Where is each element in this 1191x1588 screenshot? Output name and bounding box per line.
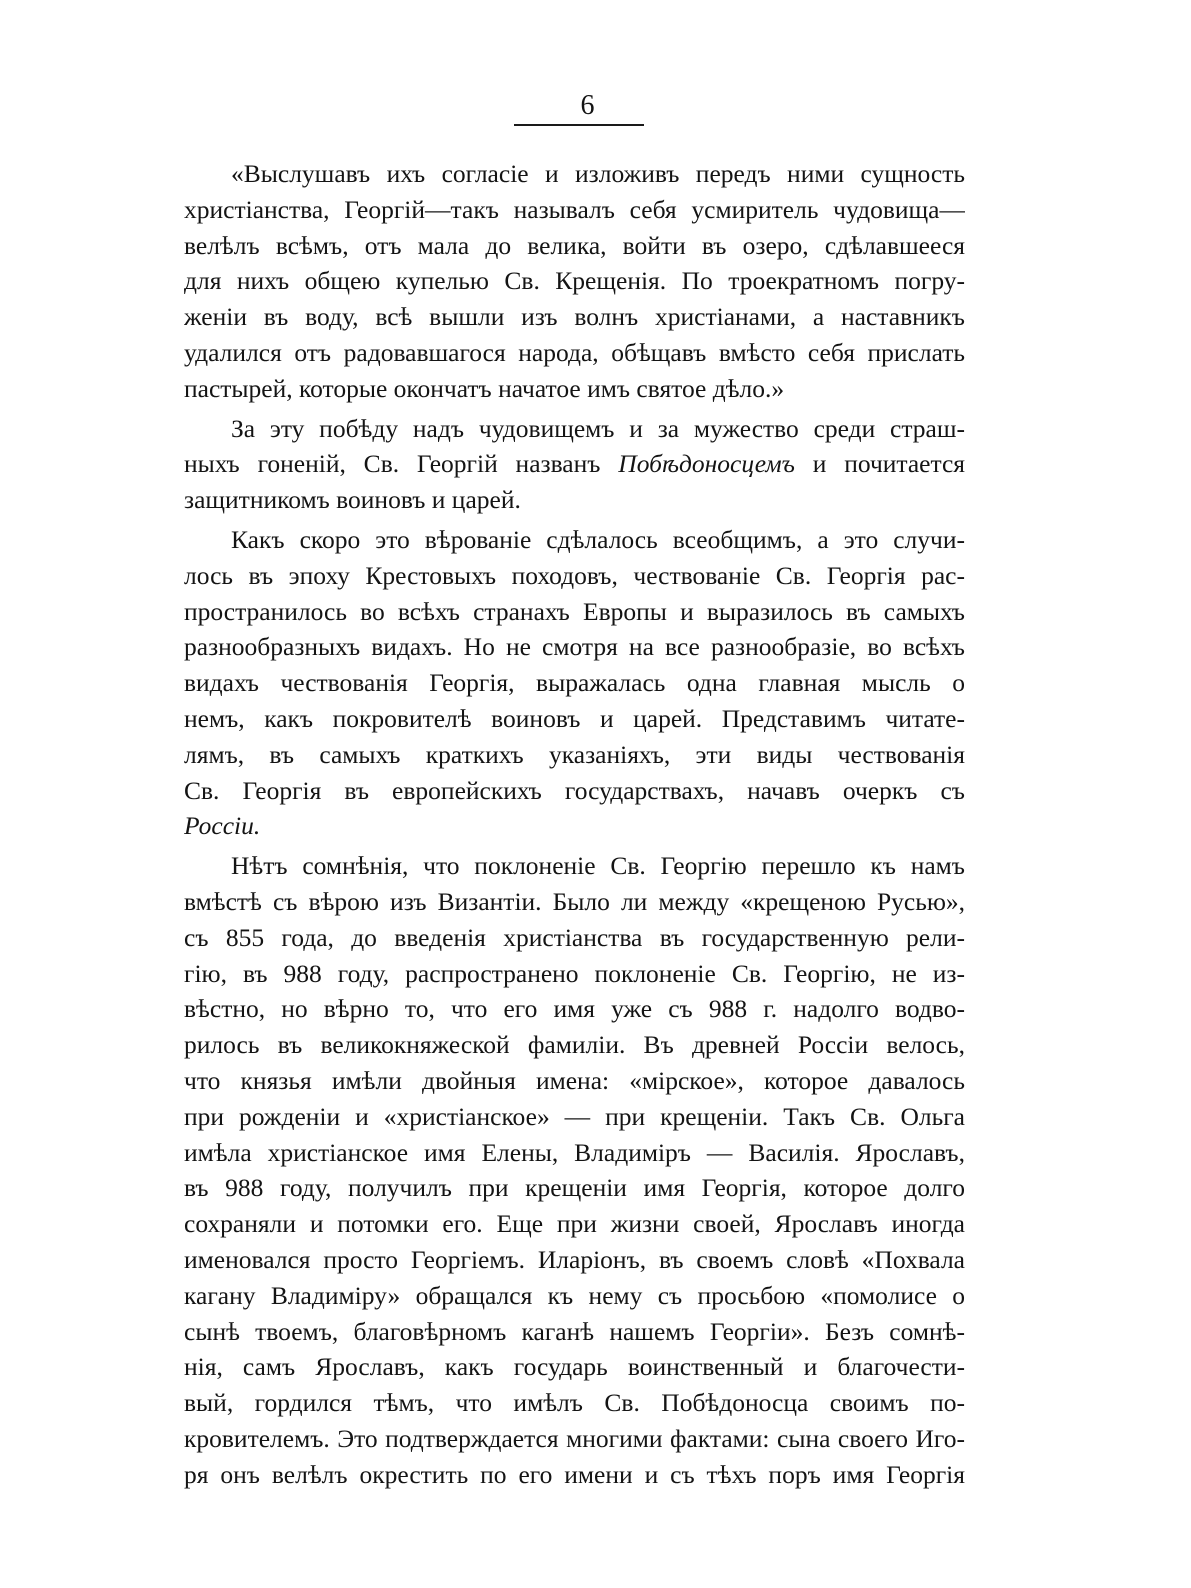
body-text xyxy=(184,156,965,1496)
text-line: сохраняли и потомки его. Еще при жизни своей, Ярославъ иногда xyxy=(184,1209,965,1239)
text-line: пространилось во всѣхъ странахъ Европы и выразилось въ самыхъ xyxy=(184,596,965,626)
text-line: кагану Владиміру» обращался къ нему съ просьбою «помолисе о xyxy=(184,1280,965,1310)
text-line: лямъ, въ самыхъ краткихъ указаніяхъ, эти виды чествованія xyxy=(184,739,965,769)
paragraph-3 xyxy=(184,522,965,844)
text-line: Нѣтъ сомнѣнія, что поклоненіе Св. Георгію перешло къ намъ xyxy=(231,851,965,881)
text-line: женіи въ воду, всѣ вышли изъ волнъ христіанами, а наставникъ xyxy=(184,302,965,332)
text-line: нія, самъ Ярославъ, какъ государь воинственный и благочести- xyxy=(184,1352,965,1382)
text-line: «Выслушавъ ихъ согласіе и изложивъ передъ ними сущность xyxy=(231,159,965,188)
text-line: За эту побѣду надъ чудовищемъ и за мужество среди страш- xyxy=(231,413,965,443)
paragraph-4 xyxy=(184,848,965,1492)
text-segment: и почитается xyxy=(812,449,965,479)
text-line: лось въ эпоху Крестовыхъ походовъ, чествованіе Св. Георгія рас- xyxy=(184,560,965,590)
text-line: при рожденіи и «христіанское» — при крещеніи. Такъ Св. Ольга xyxy=(184,1101,965,1131)
text-line: вмѣстѣ съ вѣрою изъ Византіи. Было ли между «крещеною Русью», xyxy=(184,886,965,916)
text-line: гію, въ 988 году, распространено поклоненіе Св. Георгію, не из- xyxy=(184,958,965,988)
text-segment: ныхъ гоненій, Св. Георгій названъ xyxy=(184,449,601,479)
text-line: ря онъ велѣлъ окрестить по его имени и съ тѣхъ поръ имя Георгія xyxy=(184,1459,965,1489)
text-line: пастырей, которые окончатъ начатое имъ святое дѣло.» xyxy=(184,373,785,403)
header-rule xyxy=(514,124,644,126)
text-line: кровителемъ. Это подтверждается многими фактами: сына своего Иго- xyxy=(184,1423,965,1453)
page-number: 6 xyxy=(580,90,595,121)
emphasized-term: Побѣдоносцемъ xyxy=(618,449,795,479)
text-line: видахъ чествованія Георгія, выражалась одна главная мысль о xyxy=(184,668,965,698)
text-line: для нихъ общею купелью Св. Крещенія. По троекратномъ погру- xyxy=(184,266,965,296)
text-line: съ 855 года, до введенія христіанства въ государственную рели- xyxy=(184,922,965,952)
text-line: удалился отъ радовавшагося народа, обѣщавъ вмѣсто себя прислать xyxy=(184,337,965,367)
text-line: Какъ скоро это вѣрованіе сдѣлалось всеобщимъ, а это случи- xyxy=(231,524,965,554)
paragraph-1 xyxy=(184,156,965,407)
text-line: разнообразныхъ видахъ. Но не смотря на все разнообразіе, во всѣхъ xyxy=(184,632,965,662)
text-line: вѣстно, но вѣрно то, что его имя уже съ 988 г. надолго водво- xyxy=(184,994,965,1024)
text-line: въ 988 году, получилъ при крещеніи имя Георгія, которое долго xyxy=(184,1173,965,1203)
text-line: немъ, какъ покровителѣ воиновъ и царей. Представимъ читате- xyxy=(184,703,965,733)
text-line: защитникомъ воиновъ и царей. xyxy=(184,485,521,515)
text-line: именовался просто Георгіемъ. Иларіонъ, въ своемъ словѣ «Похвала xyxy=(184,1244,965,1274)
text-line: рилось въ великокняжеской фамиліи. Въ древней Россіи велось, xyxy=(184,1030,965,1060)
paragraph-2 xyxy=(184,411,965,518)
text-line: христіанства, Георгій—такъ называлъ себя усмиритель чудовища— xyxy=(184,194,965,224)
text-line: велѣлъ всѣмъ, отъ мала до велика, войти въ озеро, сдѣлавшееся xyxy=(184,230,965,260)
emphasized-term: Россіи. xyxy=(184,811,261,841)
text-line-with-emphasis xyxy=(184,446,965,482)
text-line: имѣла христіанское имя Елены, Владиміръ — Василія. Ярославъ, xyxy=(184,1137,965,1167)
text-line: Св. Георгія въ европейскихъ государствахъ, начавъ очеркъ съ xyxy=(184,775,965,805)
text-line: что князья имѣли двойныя имена: «мірское», которое давалось xyxy=(184,1065,965,1095)
text-line: вый, гордился тѣмъ, что имѣлъ Св. Побѣдоносца своимъ по- xyxy=(184,1388,965,1418)
text-line: сынѣ твоемъ, благовѣрномъ каганѣ нашемъ Георгіи». Безъ сомнѣ- xyxy=(184,1316,965,1346)
